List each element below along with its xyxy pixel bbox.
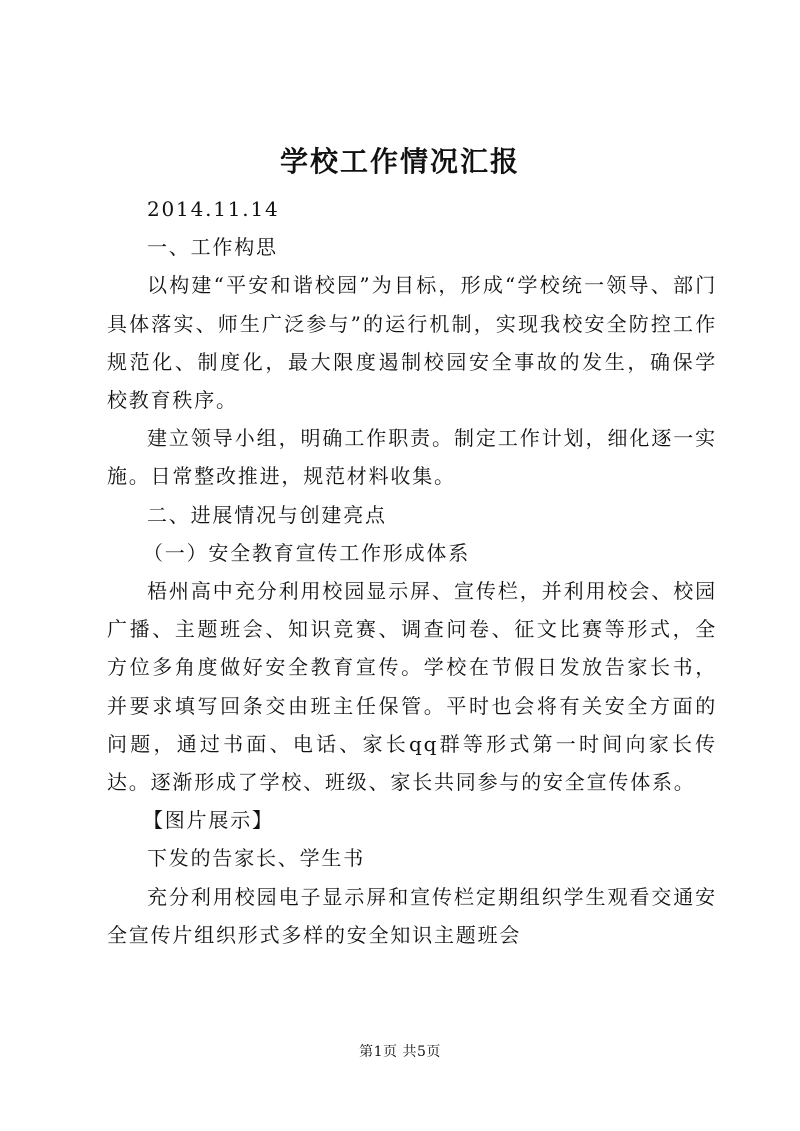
paragraph-display-screen: 充分利用校园电子显示屏和宣传栏定期组织学生观看交通安全宣传片组织形式多样的安全知识主题班会	[107, 884, 717, 947]
paragraph-leadership: 建立领导小组，明确工作职责。制定工作计划，细化逐一实施。日常整改推进，规范材料收集。	[107, 426, 717, 489]
page-number-footer: 第1页 共5页	[359, 1044, 441, 1060]
document-date: 2014.11.14	[147, 197, 280, 221]
document-body	[107, 190, 717, 954]
image-display-label: 【图片展示】	[143, 808, 274, 833]
section-heading-1: 一、工作构思	[147, 235, 278, 260]
image-caption-letter: 下发的告家长、学生书	[147, 846, 365, 871]
paragraph-goal: 以构建“平安和谐校园”为目标，形成“学校统一领导、部门具体落实、师生广泛参与”的运行机制，实现我校安全防控工作规范化、制度化，最大限度遏制校园安全事故的发生，确保学校教育秩序。	[107, 273, 717, 413]
paragraph-education: 梧州高中充分利用校园显示屏、宣传栏，并利用校会、校园广播、主题班会、知识竞赛、调查问卷、征文比赛等形式，全方位多角度做好安全教育宣传。学校在节假日发放告家长书，并要求填写回条交由班主任保管。平时也会将有关安全方面的问题，通过书面、电话、家长qq群等形式第一时间向家长传达。逐渐形成了学校、班级、家长共同参与的安全宣传体系。	[107, 579, 717, 795]
document-title: 学校工作情况汇报	[279, 145, 520, 178]
section-heading-2: 二、进展情况与创建亮点	[147, 502, 387, 527]
subsection-heading-1: （一）安全教育宣传工作形成体系	[143, 540, 470, 565]
